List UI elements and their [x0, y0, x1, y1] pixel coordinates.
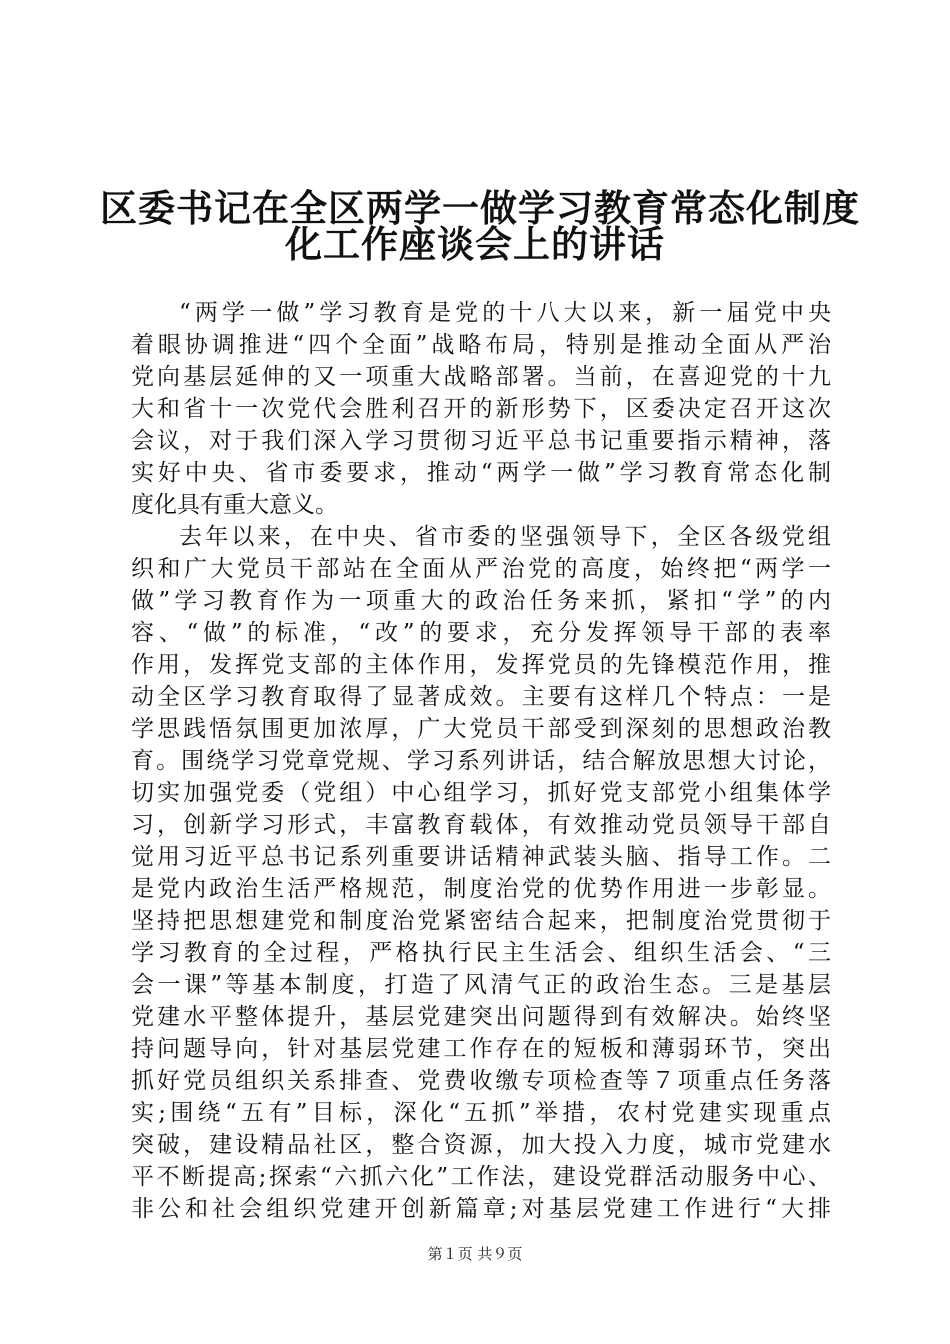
- paragraph-line: 会一课”等基本制度，打造了风清气正的政治生态。三是基层: [131, 972, 831, 998]
- paragraph-line: 实;围绕“五有”目标，深化“五抓”举措，农村党建实现重点: [131, 1100, 831, 1126]
- paragraph-line: 觉用习近平总书记系列重要讲话精神武装头脑、指导工作。二: [131, 844, 831, 870]
- paragraph-line: 突破，建设精品社区，整合资源，加大投入力度，城市党建水: [131, 1132, 831, 1158]
- paragraph-line: 是党内政治生活严格规范，制度治党的优势作用进一步彰显。: [131, 876, 831, 902]
- paragraph-line: 学思践悟氛围更加浓厚，广大党员干部受到深刻的思想政治教: [131, 716, 831, 742]
- paragraph-line: 学习教育的全过程，严格执行民主生活会、组织生活会、“三: [131, 940, 831, 966]
- paragraph-line: 实好中央、省市委要求，推动“两学一做”学习教育常态化制: [131, 460, 831, 486]
- paragraph-line: 做”学习教育作为一项重大的政治任务来抓，紧扣“学”的内: [131, 588, 831, 614]
- paragraph-line: 坚持把思想建党和制度治党紧密结合起来，把制度治党贯彻于: [131, 908, 831, 934]
- paragraph-line: 去年以来，在中央、省市委的坚强领导下，全区各级党组: [179, 524, 831, 550]
- paragraph-line: 党向基层延伸的又一项重大战略部署。当前，在喜迎党的十九: [131, 364, 831, 390]
- document-body: [131, 297, 831, 1225]
- paragraph-line: 习，创新学习形式，丰富教育载体，有效推动党员领导干部自: [131, 812, 831, 838]
- paragraph-line: 作用，发挥党支部的主体作用，发挥党员的先锋模范作用，推: [131, 652, 831, 678]
- page-footer: 第１页 共９页: [427, 1245, 523, 1263]
- paragraph-line: 容、“做”的标准，“改”的要求，充分发挥领导干部的表率: [131, 620, 831, 646]
- paragraph-line: 会议，对于我们深入学习贯彻习近平总书记重要指示精神，落: [131, 428, 831, 454]
- paragraph-line: 抓好党员组织关系排查、党费收缴专项检查等７项重点任务落: [131, 1068, 831, 1094]
- paragraph-line: 平不断提高;探索“六抓六化”工作法，建设党群活动服务中心、: [131, 1164, 831, 1190]
- paragraph-line: 织和广大党员干部站在全面从严治党的高度，始终把“两学一: [131, 556, 831, 582]
- paragraph-line: 育。围绕学习党章党规、学习系列讲话，结合解放思想大讨论，: [131, 748, 831, 774]
- paragraph-line: 着眼协调推进“四个全面”战略布局，特别是推动全面从严治: [131, 332, 831, 358]
- paragraph-line: 动全区学习教育取得了显著成效。主要有这样几个特点：一是: [131, 684, 831, 710]
- paragraph-line: 非公和社会组织党建开创新篇章;对基层党建工作进行“大排: [131, 1196, 831, 1222]
- paragraph-line: 持问题导向，针对基层党建工作存在的短板和薄弱环节，突出: [131, 1036, 831, 1062]
- document-title-line-1: 区委书记在全区两学一做学习教育常态化制度: [100, 186, 860, 230]
- document-title-line-2: 化工作座谈会上的讲话: [285, 222, 665, 266]
- paragraph-line: 大和省十一次党代会胜利召开的新形势下，区委决定召开这次: [131, 396, 831, 422]
- paragraph-line: 度化具有重大意义。: [131, 492, 338, 518]
- paragraph-line: 切实加强党委（党组）中心组学习，抓好党支部党小组集体学: [131, 780, 831, 806]
- paragraph-line: 党建水平整体提升，基层党建突出问题得到有效解决。始终坚: [131, 1004, 831, 1030]
- paragraph-line: “两学一做”学习教育是党的十八大以来，新一届党中央: [179, 300, 831, 326]
